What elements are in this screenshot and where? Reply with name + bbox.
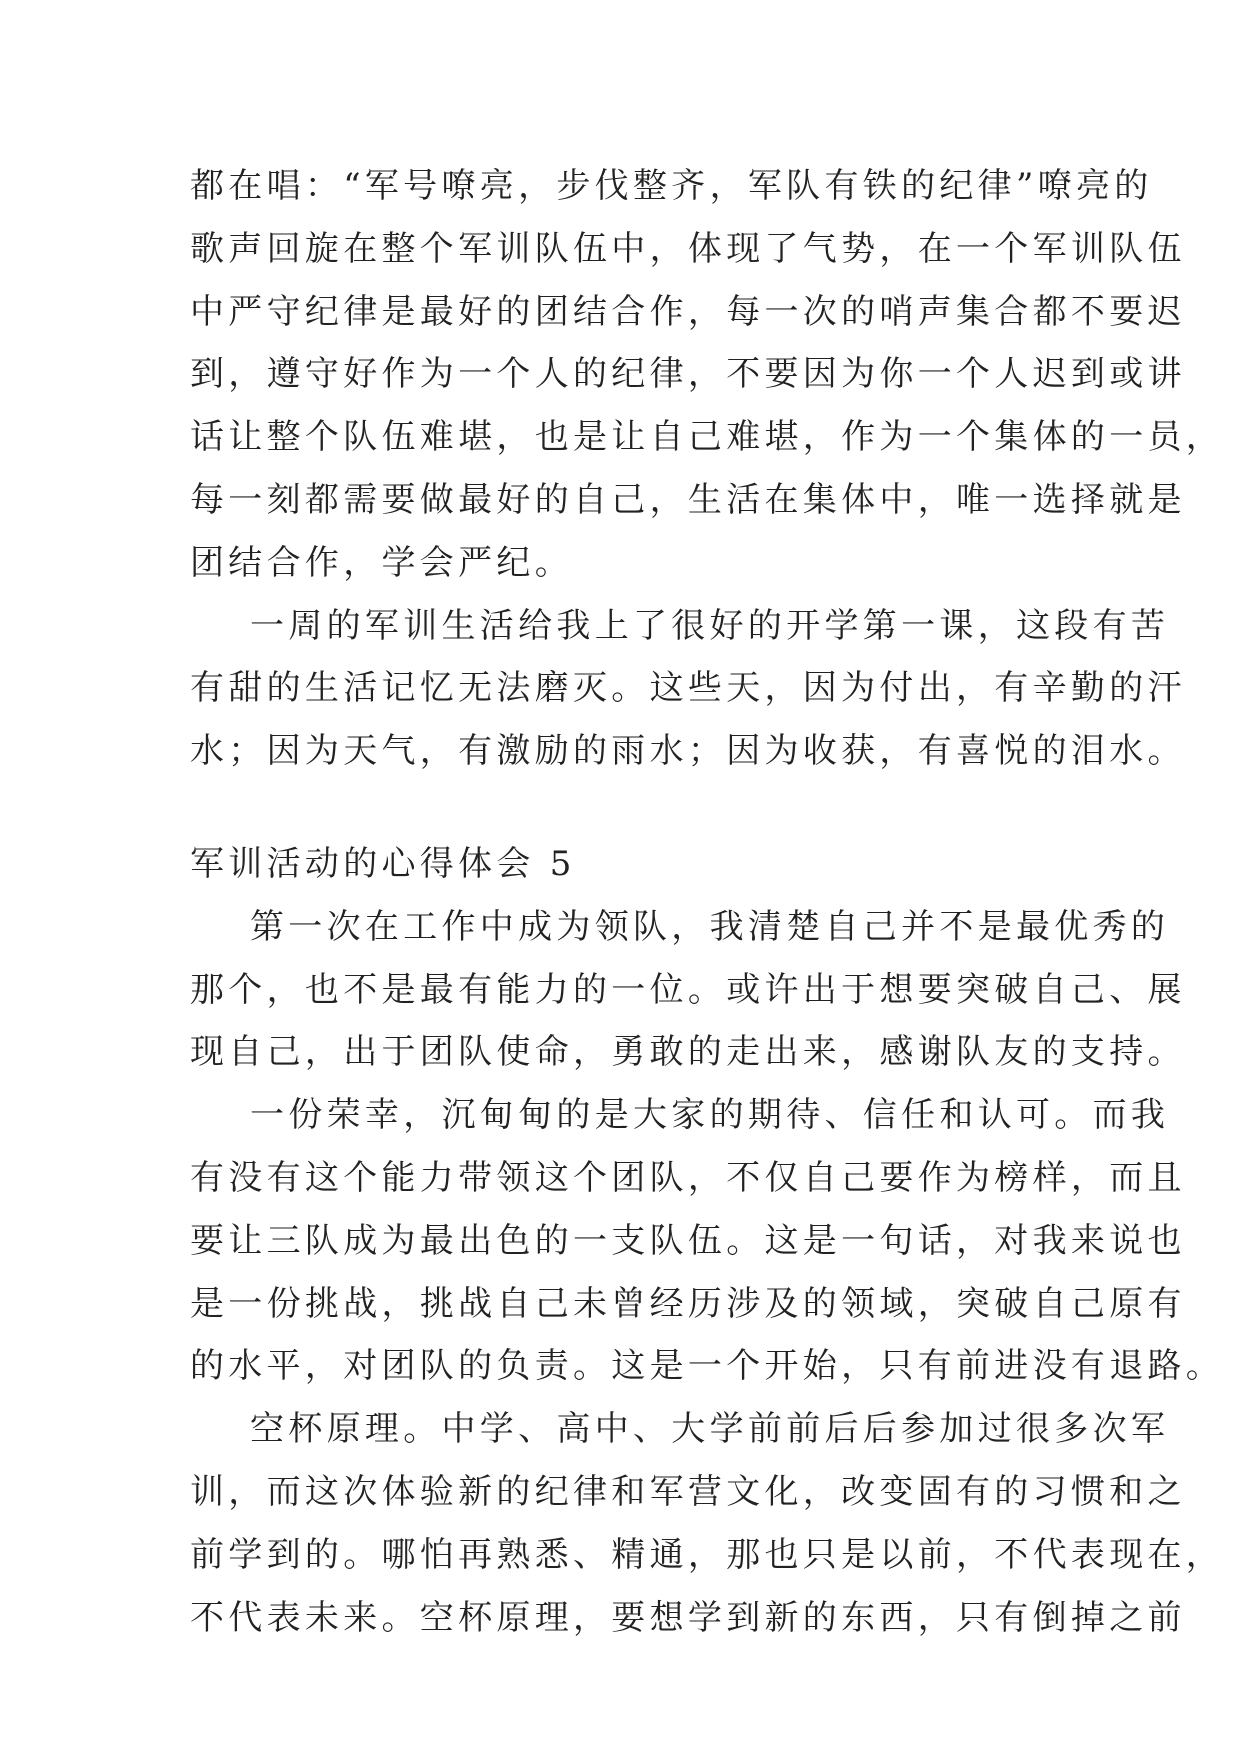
- text-line: 空杯原理。中学、高中、大学前前后后参加过很多次军: [250, 1409, 1170, 1450]
- text-line: 团结合作，学会严纪。: [190, 542, 573, 583]
- paragraph-1: [190, 896, 1186, 1084]
- paragraph-2: [190, 1084, 1225, 1398]
- text-line: 有没有这个能力带领这个团队，不仅自己要作为榜样，而且: [190, 1157, 1186, 1198]
- text-line: 现自己，出于团队使命，勇敢的走出来，感谢队友的支持。: [190, 1032, 1186, 1073]
- paragraph-closing: [190, 595, 1186, 783]
- text-line: 有甜的生活记忆无法磨灭。这些天，因为付出，有辛勤的汗: [190, 668, 1186, 709]
- text-line: 要让三队成为最出色的一支队伍。这是一句话，对我来说也: [190, 1220, 1186, 1261]
- text-line: 是一份挑战，挑战自己未曾经历涉及的领域，突破自己原有: [190, 1283, 1186, 1324]
- text-line: 中严守纪律是最好的团结合作，每一次的哨声集合都不要迟: [190, 291, 1186, 332]
- text-line: 前学到的。哪怕再熟悉、精通，那也只是以前，不代表现在，: [190, 1534, 1225, 1575]
- text-line: 每一刻都需要做最好的自己，生活在集体中，唯一选择就是: [190, 479, 1186, 520]
- document-page: [190, 155, 1225, 1649]
- paragraph-3: [190, 1398, 1225, 1649]
- text-line: 不代表未来。空杯原理，要想学到新的东西，只有倒掉之前: [190, 1597, 1186, 1638]
- text-line: 第一次在工作中成为领队，我清楚自己并不是最优秀的: [250, 906, 1170, 947]
- text-line: 那个，也不是最有能力的一位。或许出于想要突破自己、展: [190, 969, 1186, 1010]
- text-line: 一份荣幸，沉甸甸的是大家的期待、信任和认可。而我: [250, 1095, 1170, 1136]
- text-line: 一周的军训生活给我上了很好的开学第一课，这段有苦: [250, 605, 1170, 646]
- text-line: 水；因为天气，有激励的雨水；因为收获，有喜悦的泪水。: [190, 731, 1186, 772]
- text-line: 到，遵守好作为一个人的纪律，不要因为你一个人迟到或讲: [190, 354, 1186, 395]
- paragraph-continued: [190, 155, 1225, 595]
- text-line: 歌声回旋在整个军训队伍中，体现了气势，在一个军训队伍: [190, 228, 1186, 269]
- text-line: 话让整个队伍难堪，也是让自己难堪，作为一个集体的一员，: [190, 417, 1225, 458]
- section-heading: 军训活动的心得体会 5: [190, 843, 576, 884]
- text-line: 训，而这次体验新的纪律和军营文化，改变固有的习惯和之: [190, 1471, 1186, 1512]
- text-line: 的水平，对团队的负责。这是一个开始，只有前进没有退路。: [190, 1346, 1225, 1387]
- text-line: 都在唱：“军号嘹亮，步伐整齐，军队有铁的纪律”嘹亮的: [190, 166, 1153, 206]
